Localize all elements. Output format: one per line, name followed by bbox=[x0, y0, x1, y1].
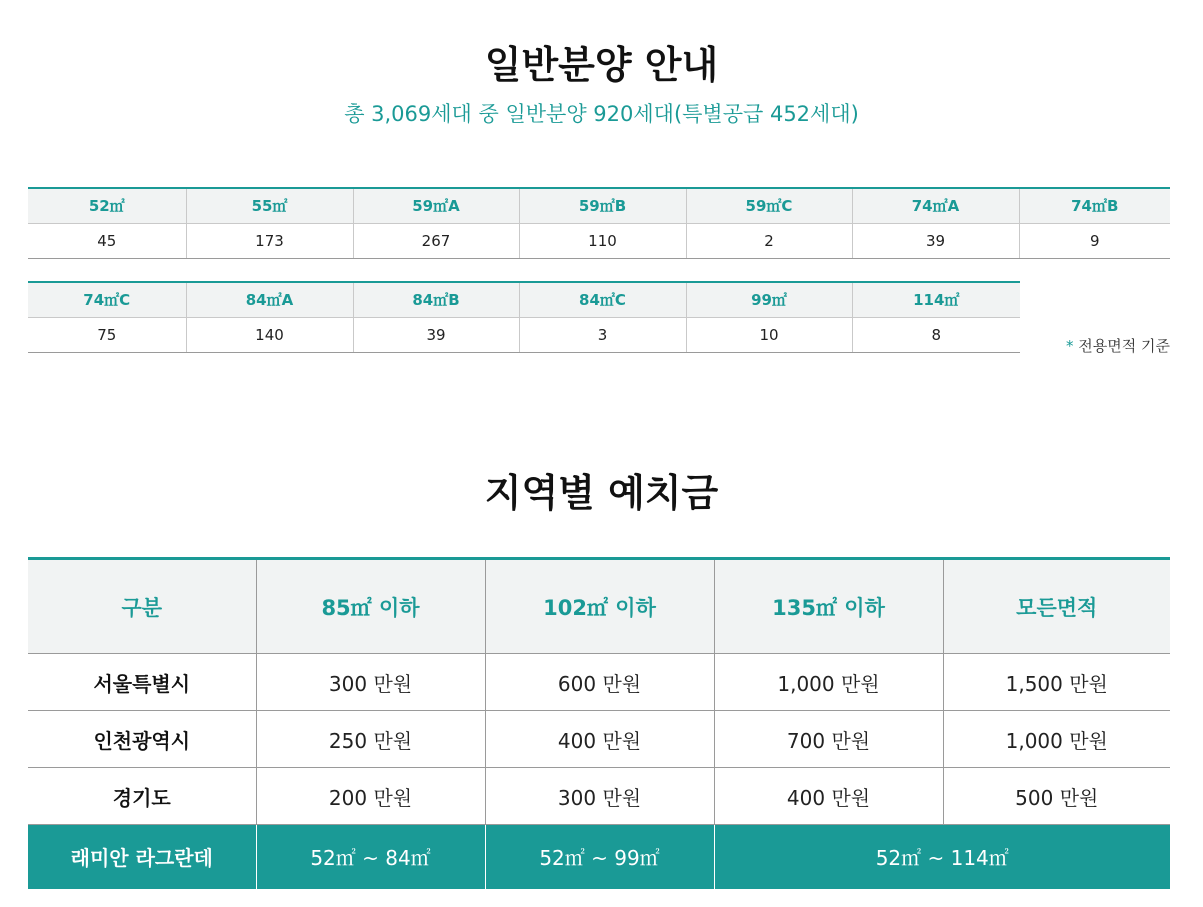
deposit-row-gyeonggi bbox=[28, 768, 1170, 825]
complex-name: 래미안 라그란데 bbox=[28, 825, 256, 889]
deposit-header: 모든면적 bbox=[943, 559, 1170, 654]
region-name: 경기도 bbox=[28, 768, 256, 825]
deposit-header: 102㎡ 이하 bbox=[485, 559, 714, 654]
unit-type-header: 52㎡ bbox=[28, 188, 186, 223]
deposit-header-row bbox=[28, 559, 1170, 654]
unit-count-row bbox=[28, 317, 1020, 352]
unit-count-cell: 39 bbox=[852, 223, 1019, 258]
deposit-amount: 250 만원 bbox=[256, 711, 485, 768]
unit-count-cell: 3 bbox=[519, 317, 686, 352]
area-basis-note bbox=[1020, 335, 1170, 356]
complex-range-row bbox=[28, 825, 1170, 889]
unit-type-header: 84㎡A bbox=[186, 282, 353, 317]
note-asterisk: * bbox=[1066, 337, 1074, 355]
unit-count-table-2 bbox=[28, 281, 1020, 353]
unit-count-cell: 10 bbox=[686, 317, 852, 352]
deposit-row-seoul bbox=[28, 654, 1170, 711]
supply-subtitle: 총 3,069세대 중 일반분양 920세대(특별공급 452세대) bbox=[344, 102, 859, 126]
deposit-header: 85㎡ 이하 bbox=[256, 559, 485, 654]
unit-count-cell: 9 bbox=[1019, 223, 1170, 258]
deposit-amount: 500 만원 bbox=[943, 768, 1170, 825]
unit-type-header: 114㎡ bbox=[852, 282, 1020, 317]
unit-type-header-row bbox=[28, 282, 1020, 317]
complex-area-range: 52㎡ ~ 114㎡ bbox=[714, 825, 1170, 889]
region-name: 서울특별시 bbox=[28, 654, 256, 711]
unit-type-header: 99㎡ bbox=[686, 282, 852, 317]
unit-type-header: 84㎡B bbox=[353, 282, 519, 317]
unit-count-cell: 39 bbox=[353, 317, 519, 352]
unit-type-header: 74㎡A bbox=[852, 188, 1019, 223]
regional-deposit-table bbox=[28, 557, 1170, 889]
unit-count-cell: 45 bbox=[28, 223, 186, 258]
deposit-header: 135㎡ 이하 bbox=[714, 559, 943, 654]
deposit-amount: 200 만원 bbox=[256, 768, 485, 825]
unit-count-cell: 110 bbox=[519, 223, 686, 258]
unit-type-header: 74㎡C bbox=[28, 282, 186, 317]
unit-count-cell: 173 bbox=[186, 223, 353, 258]
unit-count-row bbox=[28, 223, 1170, 258]
complex-area-range: 52㎡ ~ 99㎡ bbox=[485, 825, 714, 889]
unit-count-cell: 8 bbox=[852, 317, 1020, 352]
deposit-amount: 300 만원 bbox=[256, 654, 485, 711]
unit-type-header: 74㎡B bbox=[1019, 188, 1170, 223]
deposit-row-incheon bbox=[28, 711, 1170, 768]
deposit-amount: 1,500 만원 bbox=[943, 654, 1170, 711]
unit-type-header: 84㎡C bbox=[519, 282, 686, 317]
unit-count-cell: 2 bbox=[686, 223, 852, 258]
deposit-amount: 700 만원 bbox=[714, 711, 943, 768]
supply-title: 일반분양 안내 bbox=[484, 43, 719, 87]
note-text: 전용면적 기준 bbox=[1073, 337, 1170, 355]
unit-type-header: 55㎡ bbox=[186, 188, 353, 223]
deposit-amount: 1,000 만원 bbox=[943, 711, 1170, 768]
deposit-amount: 1,000 만원 bbox=[714, 654, 943, 711]
unit-type-header: 59㎡B bbox=[519, 188, 686, 223]
unit-count-cell: 267 bbox=[353, 223, 519, 258]
unit-count-cell: 140 bbox=[186, 317, 353, 352]
deposit-title: 지역별 예치금 bbox=[484, 471, 719, 515]
complex-area-range: 52㎡ ~ 84㎡ bbox=[256, 825, 485, 889]
unit-count-table-1 bbox=[28, 187, 1170, 259]
deposit-amount: 600 만원 bbox=[485, 654, 714, 711]
deposit-amount: 400 만원 bbox=[714, 768, 943, 825]
deposit-amount: 400 만원 bbox=[485, 711, 714, 768]
unit-type-header: 59㎡A bbox=[353, 188, 519, 223]
deposit-amount: 300 만원 bbox=[485, 768, 714, 825]
unit-type-header: 59㎡C bbox=[686, 188, 852, 223]
unit-type-header-row bbox=[28, 188, 1170, 223]
deposit-header: 구분 bbox=[28, 559, 256, 654]
unit-count-cell: 75 bbox=[28, 317, 186, 352]
region-name: 인천광역시 bbox=[28, 711, 256, 768]
